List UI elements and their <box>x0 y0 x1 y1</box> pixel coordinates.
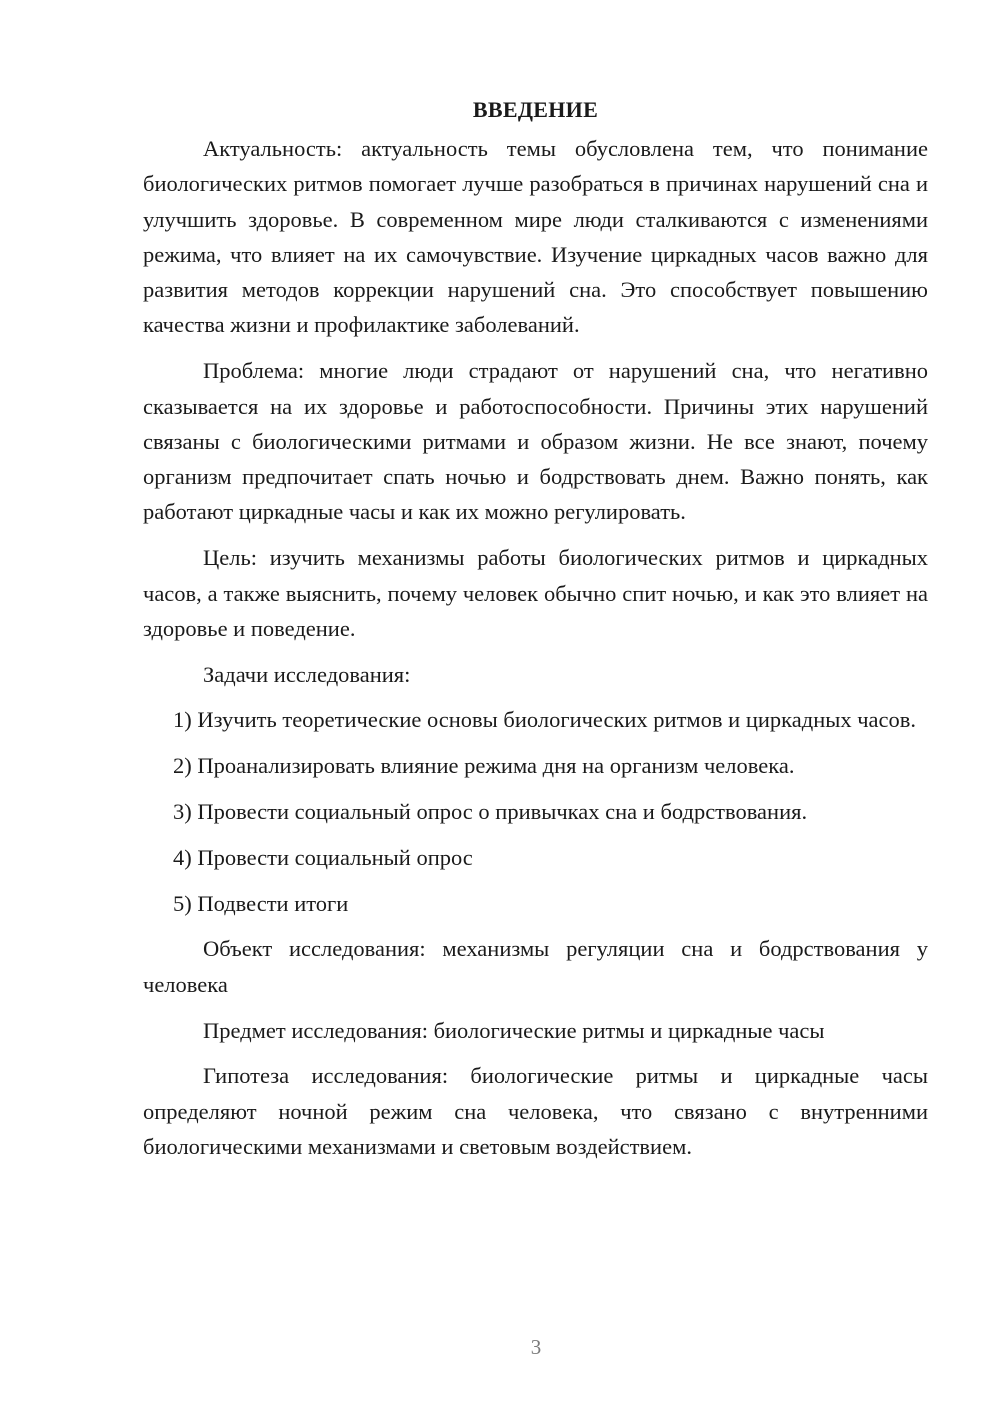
page-number: 3 <box>530 1335 542 1359</box>
subject-paragraph: Предмет исследования: биологические ритмы и циркадные часы <box>203 1017 825 1043</box>
object-paragraph: Объект исследования: механизмы регуляции сна и бодрствования у человека <box>143 936 928 997</box>
relevance-paragraph: Актуальность: актуальность темы обусловлена тем, что понимание биологических ритмов помогает лучше разобраться в причинах нарушений сна и улучшить здоровье. В современном мире люди сталкиваются с изменениями режима, что влияет на их самочувствие. Изучение циркадных часов важно для развития методов коррекции нарушений сна. Это способствует повышению качества жизни и профилактике заболеваний. <box>143 136 928 338</box>
problem-paragraph: Проблема: многие люди страдают от нарушений сна, что негативно сказывается на их здоровье и работоспособности. Причины этих нарушений связаны с биологическими ритмами и образом жизни. Не все знают, почему организм предпочитает спать ночью и бодрствовать днем. Важно понять, как работают циркадные часы и как их можно регулировать. <box>143 358 928 525</box>
task-item: 1) Изучить теоретические основы биологических ритмов и циркадных часов. <box>173 707 917 733</box>
hypothesis-paragraph: Гипотеза исследования: биологические ритмы и циркадные часы определяют ночной режим сна человека, что связано с внутренними биологическими механизмами и световым воздействием. <box>143 1063 928 1159</box>
task-item: 3) Провести социальный опрос о привычках сна и бодрствования. <box>173 799 808 825</box>
task-item: 4) Провести социальный опрос <box>173 844 473 870</box>
document-page <box>143 92 928 1175</box>
task-item: 5) Подвести итоги <box>173 890 349 916</box>
page-title: ВВЕДЕНИЕ <box>472 97 599 122</box>
goal-paragraph: Цель: изучить механизмы работы биологических ритмов и циркадных часов, а также выяснить, почему человек обычно спит ночью, и как это влияет на здоровье и поведение. <box>143 545 928 641</box>
tasks-heading: Задачи исследования: <box>203 661 411 687</box>
task-item: 2) Проанализировать влияние режима дня на организм человека. <box>173 753 795 779</box>
